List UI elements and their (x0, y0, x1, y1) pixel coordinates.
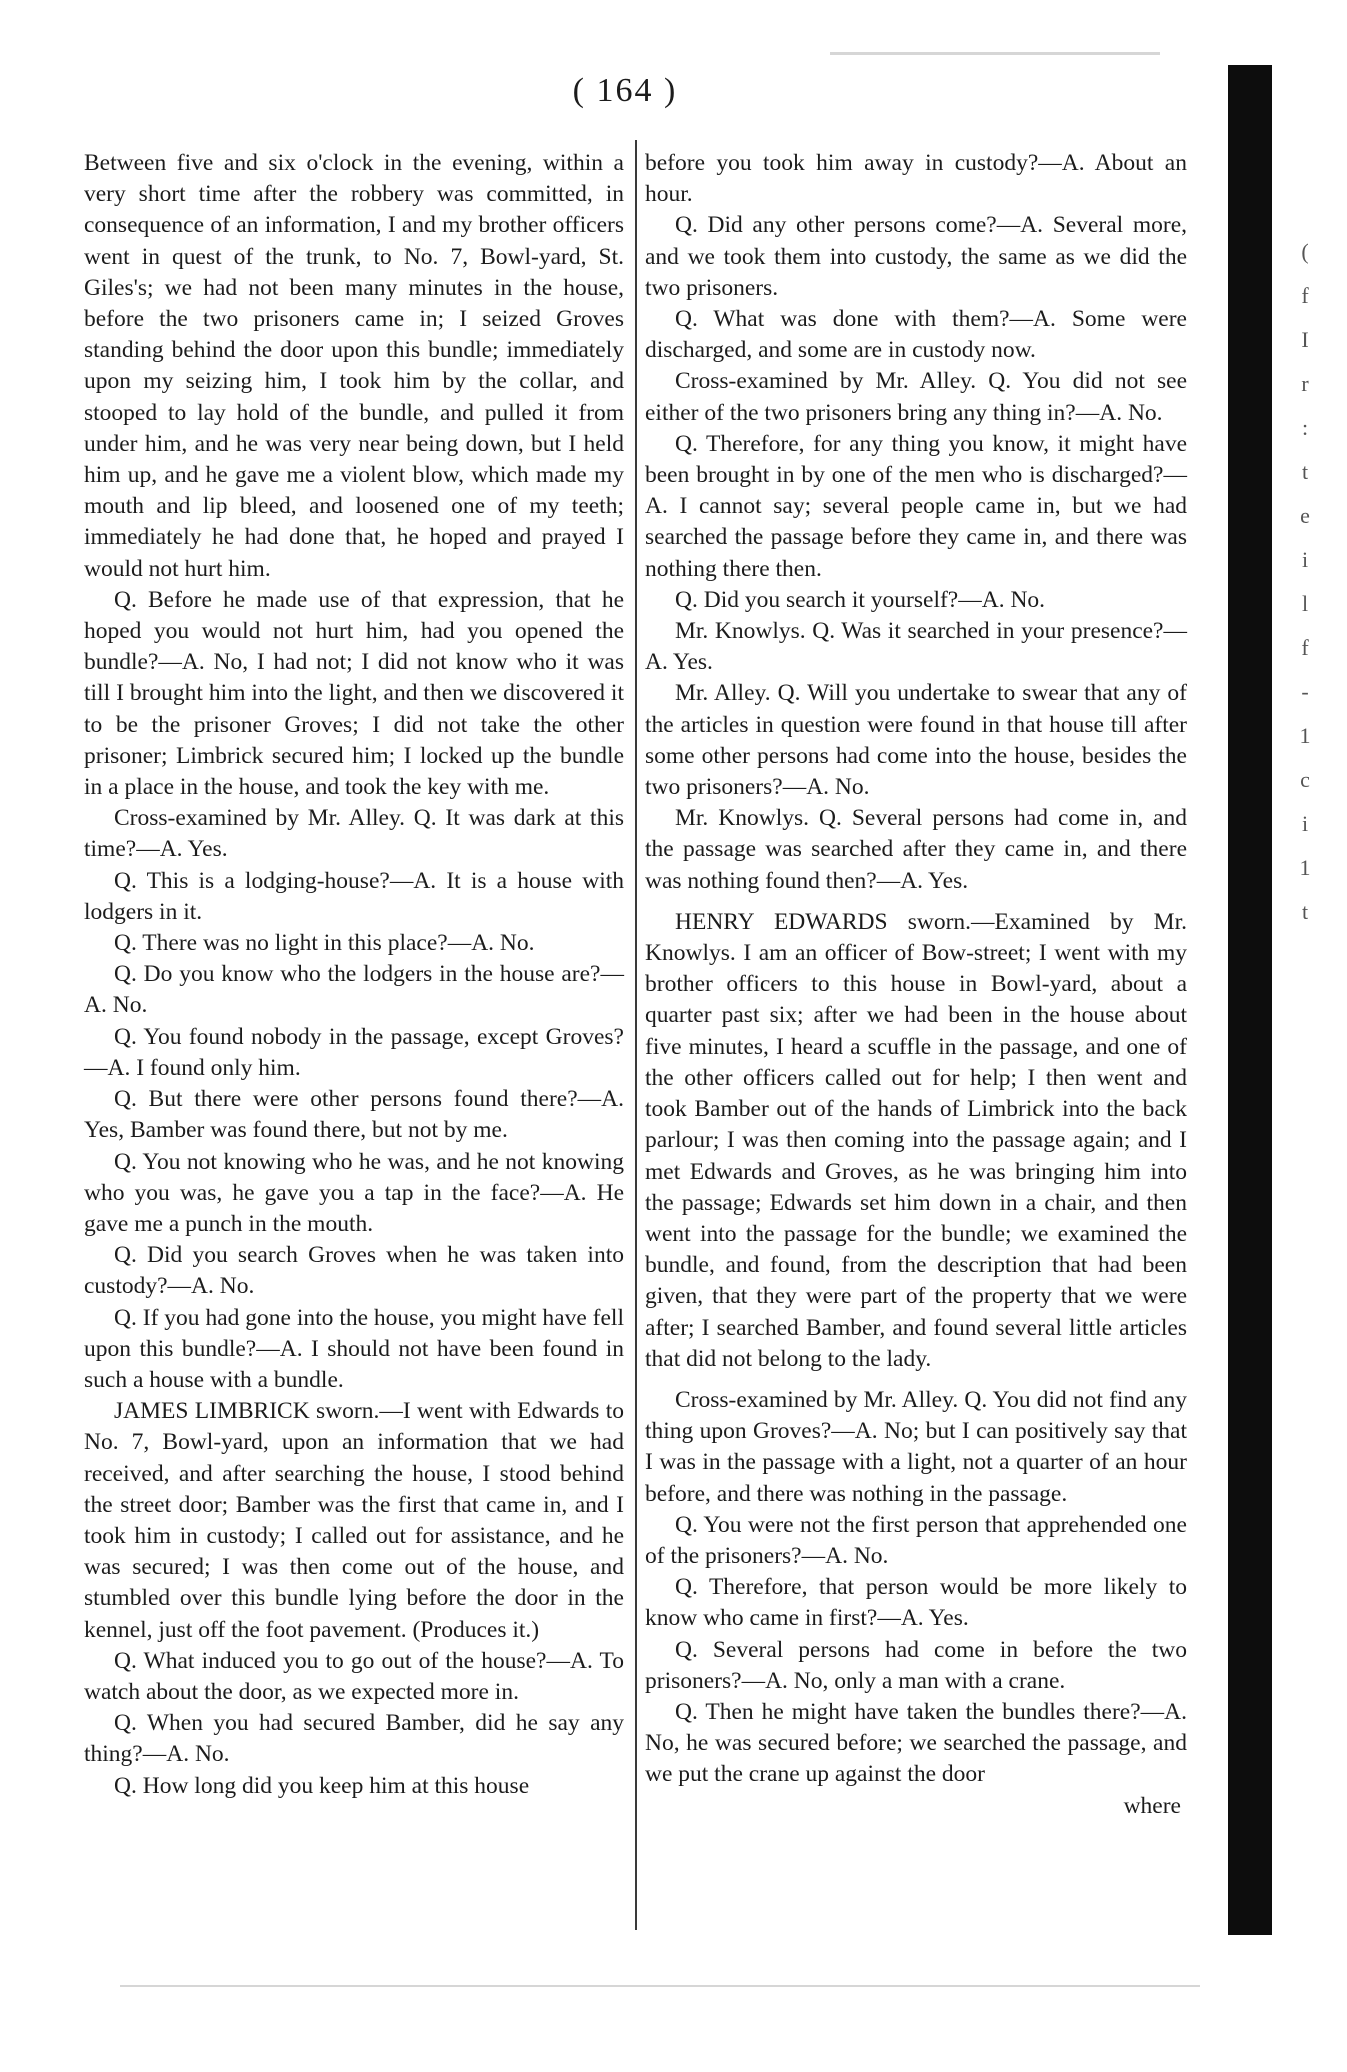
paragraph: Q. Before he made use of that expression, that he hoped you would not hurt him, had you opened the bundle?—A. No, I had not; I did not know who it was till I brought him into the light, and then we discovered it to be the prisoner Groves; I did not take the other prisoner; Limbrick secured him; I locked up the bundle in a place in the house, and took the key with me. (84, 586, 624, 801)
paragraph: Between five and six o'clock in the evening, within a very short time after the robbery was committed, in consequence of an information, I and my brother officers went in quest of the trunk, to No. 7, Bowl-yard, St. Giles's; we had not been many minutes in the house, before the two prisoners came in; I seized Groves standing behind the door upon this bundle; immediately upon my seizing him, I took him by the collar, and stooped to lay hold of the bundle, and pulled it from under him, and he was very near being down, but I held him up, and he gave me a violent blow, which made my mouth and lip bleed, and loosened one of my teeth; immediately he had done that, he hoped and prayed I would not hurt him. (84, 150, 624, 582)
paragraph: Q. Did you search it yourself?—A. No. (675, 586, 1046, 613)
margin-fragment: i (1301, 547, 1309, 572)
paragraph: Q. What was done with them?—A. Some were discharged, and some are in custody now. (645, 306, 1187, 364)
paragraph: Q. Did any other persons come?—A. Several more, and we took them into custody, the same as we did the two prisoners. (645, 212, 1187, 301)
paragraph: Q. There was no light in this place?—A. No. (114, 930, 535, 957)
margin-fragment: - (1301, 679, 1309, 704)
paragraph: Q. But there were other persons found there?—A. Yes, Bamber was found there, but not by me. (84, 1086, 624, 1144)
margin-fragment: i (1301, 811, 1309, 836)
paragraph: Mr. Knowlys. Q. Several persons had come in, and the passage was searched after they came in, and there was nothing found then?—A. Yes. (645, 805, 1187, 894)
margin-fragment: I (1301, 327, 1309, 352)
margin-fragment: l (1301, 591, 1309, 616)
paragraph: Cross-examined by Mr. Alley. Q. You did not find any thing upon Groves?—A. No; but I can positively say that I was in the passage with a light, not a quarter of an hour before, and there was nothing in the passage. (645, 1386, 1187, 1507)
paragraph: Q. Do you know who the lodgers in the house are?—A. No. (84, 961, 624, 1019)
paragraph: Q. Several persons had come in before the two prisoners?—A. No, only a man with a crane. (645, 1636, 1187, 1694)
paragraph: Q. You found nobody in the passage, except Groves?—A. I found only him. (84, 1023, 624, 1081)
scan-noise (830, 52, 1160, 55)
margin-fragment: c (1300, 767, 1310, 792)
margin-fragment: t (1301, 899, 1309, 924)
paragraph: Q. How long did you keep him at this house (114, 1772, 530, 1799)
paragraph: Q. When you had secured Bamber, did he say any thing?—A. No. (84, 1710, 624, 1768)
margin-fragment: : (1301, 415, 1309, 440)
paragraph: Q. You were not the first person that apprehended one of the prisoners?—A. No. (645, 1511, 1187, 1569)
margin-fragment: r (1301, 371, 1309, 396)
paragraph: Mr. Knowlys. Q. Was it searched in your presence?—A. Yes. (645, 618, 1187, 676)
paragraph: HENRY EDWARDS sworn.—Examined by Mr. Knowlys. I am an officer of Bow-street; I went with my brother officers to this house in Bowl-yard, about a quarter past six; after we had been in the house about five minutes, I heard a scuffle in the passage, and one of the other officers called out for help; I then went and took Bamber out of the hands of Limbrick into the back parlour; I was then coming into the passage again; and I met Edwards and Groves, as he was bringing him into the passage; Edwards set him down in a chair, and then went into the passage for the bundle; we examined the bundle, and found, from the description that had been given, that they were part of the property that we were after; I searched Bamber, and found several little articles that did not belong to the lady. (645, 908, 1187, 1372)
paragraph: Q. Therefore, that person would be more likely to know who came in first?—A. Yes. (645, 1574, 1187, 1632)
scan-edge-shadow (1228, 65, 1272, 1935)
margin-fragment: f (1301, 635, 1309, 660)
paragraph: Q. Therefore, for any thing you know, it might have been brought in by one of the men who is discharged?—A. I cannot say; several people came in, but we had searched the passage before they came in, and there was nothing there then. (645, 430, 1187, 582)
page-number: ( 164 ) (572, 72, 678, 109)
paragraph: Q. What induced you to go out of the house?—A. To watch about the door, as we expected more in. (84, 1647, 624, 1705)
column-divider (635, 140, 637, 1930)
paragraph: Q. If you had gone into the house, you might have fell upon this bundle?—A. I should not have been found in such a house with a bundle. (84, 1304, 624, 1393)
margin-fragment: f (1301, 283, 1309, 308)
paragraph: Q. Did you search Groves when he was taken into custody?—A. No. (84, 1242, 624, 1300)
paragraph: JAMES LIMBRICK sworn.—I went with Edwards to No. 7, Bowl-yard, upon an information that we had received, and after searching the house, I stood behind the street door; Bamber was the first that came in, and I took him in custody; I called out for assistance, and he was secured; I was then come out of the house, and stumbled over this bundle lying before the door in the kennel, just off the foot pavement. (Produces it.) (84, 1398, 624, 1643)
paragraph: Q. You not knowing who he was, and he not knowing who you was, he gave you a tap in the face?—A. He gave me a punch in the mouth. (84, 1148, 624, 1237)
paragraph: Q. This is a lodging-house?—A. It is a house with lodgers in it. (84, 867, 624, 925)
catchword: where (1123, 1792, 1181, 1819)
bleed-through-margin (1290, 230, 1320, 934)
left-column (84, 148, 624, 1802)
margin-fragment: 1 (1299, 723, 1311, 748)
paragraph: Cross-examined by Mr. Alley. Q. You did not see either of the two prisoners bring any thing in?—A. No. (645, 368, 1187, 426)
paragraph: Cross-examined by Mr. Alley. Q. It was dark at this time?—A. Yes. (84, 805, 624, 863)
margin-fragment: e (1300, 503, 1310, 528)
right-column (645, 148, 1187, 1822)
paragraph: Q. Then he might have taken the bundles there?—A. No, he was secured before; we searched the passage, and we put the crane up against the door (645, 1698, 1187, 1788)
margin-fragment: 1 (1299, 855, 1311, 880)
margin-fragment: ( (1301, 239, 1309, 264)
paragraph: Mr. Alley. Q. Will you undertake to swear that any of the articles in question were found in that house till after some other persons had come into the house, besides the two prisoners?—A. No. (645, 680, 1187, 801)
paragraph: before you took him away in custody?—A. About an hour. (645, 150, 1187, 208)
scan-noise (120, 1985, 1200, 1987)
margin-fragment: t (1301, 459, 1309, 484)
